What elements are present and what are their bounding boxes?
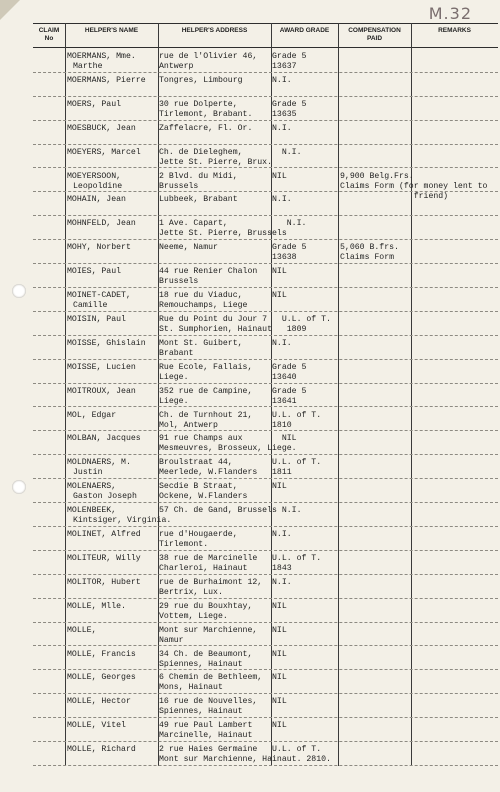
helper-address-line2: Spiennes, Hainaut [159, 707, 243, 717]
helper-name-cell [67, 602, 126, 622]
helper-address-line1: 34 Ch. de Beaumont, [159, 649, 253, 659]
helper-address-line2: Mol, Antwerp [159, 420, 218, 430]
punch-hole [12, 480, 26, 494]
helper-address-line1: 16 rue de Nouvelles, [159, 697, 258, 707]
award-grade-cell [272, 721, 287, 731]
helper-name-line2 [67, 397, 73, 406]
helper-name-line2: Justin [73, 468, 103, 478]
helper-name-line2: Leopoldine [73, 181, 123, 191]
table-row [33, 336, 498, 360]
corner-note: M.32 [428, 4, 472, 23]
award-grade: Grade 5 [272, 52, 307, 61]
table-row [33, 718, 498, 742]
award-grade-cell [272, 745, 321, 755]
helper-name: MOLLE, Vitel [67, 721, 126, 731]
helper-name-line2 [67, 707, 73, 716]
helper-address-line2: Brabant [159, 348, 194, 358]
helper-name-cell [67, 482, 137, 502]
helper-address-line1: 18 rue du Viaduc, [159, 291, 243, 300]
helper-address-cell [159, 76, 243, 86]
table-row [33, 742, 498, 766]
table-top-rule [33, 23, 498, 24]
table-row [33, 503, 498, 527]
award-number: 13638 [272, 253, 297, 263]
helper-name: MOLENAERS, [67, 482, 117, 492]
award-grade-cell [272, 434, 297, 444]
award-grade: NIL [272, 601, 287, 611]
helper-name-line2 [67, 349, 73, 358]
helper-name-line2 [67, 325, 73, 334]
helper-name: MOEYERSOON, [67, 171, 122, 181]
award-grade-cell [272, 100, 306, 120]
award-grade-cell [272, 243, 306, 263]
helper-name-line2 [67, 612, 73, 621]
helper-address-cell [159, 52, 257, 72]
helper-address-cell [159, 578, 262, 598]
helper-address-cell [159, 411, 252, 431]
helper-name-cell [67, 554, 141, 574]
helper-name-cell [67, 650, 136, 670]
helper-address-cell [159, 172, 238, 192]
helper-address-line1: Zaffelacre, Fl. Or. [159, 123, 253, 133]
helper-name-cell [67, 721, 126, 741]
helper-address-cell [159, 458, 257, 478]
helper-name-cell [67, 243, 131, 263]
helper-address-line1: 6 Chemin de Bethleem, [159, 673, 263, 683]
helper-name: MOLITEUR, Willy [67, 553, 141, 563]
helper-address-cell [159, 482, 247, 502]
award-grade-cell [272, 626, 287, 636]
helper-address-line2: Liege. [159, 396, 189, 406]
header-helper-address: HELPER'S ADDRESS [181, 27, 248, 34]
helper-address-line2: St. Sumphorien, Hainaut [159, 324, 273, 334]
helper-name-cell [67, 76, 146, 96]
helper-name: MOHNFELD, Jean [67, 219, 136, 229]
helper-name: MOIES, Paul [67, 267, 122, 277]
table-row [33, 384, 498, 408]
helper-address-cell [159, 148, 272, 168]
helper-name: MOESBUCK, Jean [67, 123, 136, 133]
award-grade-cell [272, 363, 306, 383]
helper-address-cell [159, 363, 252, 383]
helper-address-line1: 352 rue de Campine, [159, 386, 253, 396]
helper-address-line1: Mont St. Guibert, [159, 338, 243, 348]
award-grade-cell [272, 148, 301, 158]
helper-address-line2: Tirlemont, Brabant. [159, 109, 253, 119]
helper-address-line1: rue de l'Olivier 46, [159, 52, 258, 61]
helper-name-cell [67, 578, 141, 598]
award-grade: NIL [272, 625, 287, 635]
helper-name: MOLLE, Richard [67, 745, 136, 755]
helper-name-cell [67, 124, 136, 144]
helper-name: MOITROUX, Jean [67, 386, 136, 396]
helper-name: MOHAIN, Jean [67, 195, 126, 205]
helper-name: MOISSE, Lucien [67, 362, 136, 372]
award-grade: NIL [272, 697, 287, 707]
helper-name-cell [67, 219, 136, 239]
helper-name: MOL, Edgar [67, 410, 117, 420]
helper-address-line1: Ch. de Turnhout 21, [159, 410, 253, 420]
helper-address-line1: 2 Blvd. du Midi, [159, 171, 238, 181]
helper-address-cell [159, 650, 252, 670]
helper-name: MOLINET, Alfred [67, 530, 141, 539]
helper-name-cell [67, 387, 136, 407]
helper-name: MOLDNAERS, M. [67, 458, 131, 468]
compensation-cell [340, 243, 399, 263]
helper-address-line2: Ockene, W.Flanders [159, 492, 248, 502]
table-row [33, 121, 498, 145]
award-grade: N.I. [272, 195, 292, 205]
award-grade: NIL [272, 673, 287, 683]
helper-name-cell [67, 363, 136, 383]
award-grade-cell [272, 387, 306, 407]
helper-name-cell [67, 411, 116, 431]
helper-name: MOLLE, [67, 625, 97, 635]
helper-address-line1: 30 rue Dolperte, [159, 99, 238, 109]
helper-name: MOEYERS, Marcel [67, 147, 141, 157]
helper-name: MOERMANS, Mme. [67, 52, 136, 61]
helper-address-line1: Neeme, Namur [159, 243, 218, 253]
helper-address-line2: Remouchamps, Liege [159, 301, 248, 310]
table-row [33, 240, 498, 264]
header-helper-name: HELPER'S NAME [84, 27, 139, 34]
helper-address-cell [159, 339, 243, 359]
helper-name-cell [67, 697, 131, 717]
helper-address-cell [159, 530, 238, 550]
award-grade: NIL [272, 649, 287, 659]
award-number: 13640 [272, 372, 297, 382]
helper-address-line2: Jette St. Pierre, Brussels [159, 229, 287, 239]
helper-address-cell [159, 387, 252, 407]
compensation-paid: 9,900 Belg.Frs. Claims Form (for money lent to friend) [340, 171, 488, 201]
helper-address-cell [159, 697, 257, 717]
helper-address-line2: Brussels [159, 181, 199, 191]
award-number: 1843 [272, 563, 292, 573]
helper-name: MOLLE, Francis [67, 649, 136, 659]
helper-address-line2: Brussels [159, 277, 199, 287]
award-number: 13637 [272, 62, 297, 71]
helper-name-cell [67, 339, 146, 359]
helper-name: MOISIN, Paul [67, 314, 126, 324]
award-grade-cell [272, 650, 287, 660]
award-grade-cell [272, 315, 331, 335]
award-grade-cell [272, 76, 292, 86]
helper-address-line1: Mont sur Marchienne, [159, 625, 258, 635]
helper-address-cell [159, 291, 247, 311]
helper-name-cell [67, 267, 121, 287]
helper-name: MOHY, Norbert [67, 243, 131, 253]
award-grade-cell [272, 602, 287, 612]
table-row [33, 408, 498, 432]
helper-name-line2 [67, 731, 73, 740]
helper-name-line2 [67, 134, 73, 143]
helper-address-line2: Liege. [159, 372, 189, 382]
header-remarks: REMARKS [438, 27, 471, 34]
table-row [33, 312, 498, 336]
table-row [33, 455, 498, 479]
award-grade: U.L. of T. [272, 314, 331, 324]
award-grade: U.L. of T. [272, 410, 322, 420]
helper-address-line1: rue de Burhaimont 12, [159, 577, 263, 587]
helper-name-line2 [67, 660, 73, 669]
award-grade: N.I. [272, 530, 292, 539]
helper-address-line1: 57 Ch. de Gand, Brussels N.I. [159, 506, 302, 516]
helper-address-line1: rue d'Hougaerde, [159, 530, 238, 539]
award-grade-cell [272, 124, 292, 134]
helper-address-line1: Lubbeek, Brabant [159, 195, 238, 205]
helper-name-line2: Marthe [73, 62, 103, 71]
award-grade: Grade 5 [272, 362, 307, 372]
award-grade-cell [272, 578, 292, 588]
award-grade-cell [272, 530, 292, 540]
award-grade-cell [272, 673, 287, 683]
helper-name-line2 [67, 253, 73, 262]
helper-name-line2 [67, 229, 73, 238]
award-grade-cell [272, 267, 287, 277]
helper-address-cell [159, 626, 257, 646]
helper-address-cell [159, 219, 287, 239]
award-grade-cell [272, 339, 292, 349]
helper-name: MOLENBEEK, [67, 506, 117, 516]
claims-table [33, 23, 498, 766]
table-row [33, 360, 498, 384]
award-grade-cell [272, 697, 287, 707]
helper-name-cell [67, 172, 122, 192]
award-grade: Grade 5 [272, 386, 307, 396]
helper-name-line2 [67, 444, 73, 453]
award-number: 13641 [272, 396, 297, 406]
table-row [33, 97, 498, 121]
award-grade-cell [272, 52, 306, 72]
helper-address-cell [159, 554, 257, 574]
helper-name-line2 [67, 683, 73, 692]
helper-address-line2: Mont sur Marchienne, Hainaut. 2810. [159, 755, 331, 765]
helper-name-line2: Gaston Joseph [73, 492, 137, 502]
helper-name-line2 [67, 86, 73, 95]
helper-address-line2: Marcinelle, Hainaut [159, 731, 253, 741]
helper-name-line2 [67, 636, 73, 645]
award-grade: NIL [272, 482, 287, 492]
helper-address-cell [159, 506, 302, 516]
helper-name-line2 [67, 755, 73, 764]
helper-name-line2 [67, 110, 73, 119]
helper-name-cell [67, 315, 126, 335]
award-grade: N.I. [272, 338, 292, 348]
helper-name: MOISSE, Ghislain [67, 338, 146, 348]
helper-name-line2: Camille [73, 301, 108, 310]
award-number: 13635 [272, 109, 297, 119]
table-row [33, 264, 498, 288]
helper-address-line2: Vottem, Liege. [159, 611, 228, 621]
helper-name: MOERMANS, Pierre [67, 75, 146, 85]
award-grade: NIL [272, 291, 287, 300]
helper-address-line2: Jette St. Pierre, Brux. [159, 157, 273, 167]
helper-address-cell [159, 100, 252, 120]
header-compensation-paid: COMPENSATION PAID [348, 27, 401, 42]
award-grade: NIL [272, 267, 287, 277]
compensation-paid: 5,060 B.frs. Claims Form [340, 243, 399, 263]
helper-address-line2: Antwerp [159, 62, 194, 71]
table-row [33, 145, 498, 169]
helper-name-line2 [67, 373, 73, 382]
table-row [33, 575, 498, 599]
table-row [33, 623, 498, 647]
table-row [33, 479, 498, 503]
helper-address-cell [159, 267, 257, 287]
helper-name: MOLLE, Mlle. [67, 601, 126, 611]
award-number: 1809 [272, 324, 307, 334]
award-grade: U.L. of T. [272, 553, 322, 563]
table-row [33, 431, 498, 455]
award-grade: NIL [272, 171, 287, 181]
helper-address-cell [159, 124, 252, 134]
table-row [33, 670, 498, 694]
helper-address-line1: 2 rue Haies Germaine [159, 745, 258, 755]
helper-address-cell [159, 673, 262, 693]
award-grade-cell [272, 219, 306, 229]
helper-address-line2: Spiennes, Hainaut [159, 659, 243, 669]
award-number: 1811 [272, 468, 292, 478]
helper-name-line2: Kintsiger, Virginia. [73, 516, 172, 526]
helper-name-cell [67, 195, 126, 215]
helper-name-cell [67, 52, 136, 72]
table-row [33, 288, 498, 312]
table-row [33, 647, 498, 671]
table-row [33, 192, 498, 216]
helper-name-line2 [67, 158, 73, 167]
helper-name-cell [67, 506, 171, 526]
helper-name: MOINET-CADET, [67, 291, 131, 300]
award-grade: N.I. [272, 577, 292, 587]
helper-address-line1: Ch. de Dieleghem, [159, 147, 243, 157]
table-row [33, 551, 498, 575]
helper-name-cell [67, 148, 141, 168]
award-grade-cell [272, 458, 321, 478]
helper-name-cell [67, 626, 96, 646]
helper-address-line1: 1 Ave. Capart, [159, 219, 228, 229]
award-grade-cell [272, 411, 321, 431]
table-row [33, 73, 498, 97]
helper-address-cell [159, 315, 272, 335]
award-grade: N.I. [272, 123, 292, 133]
folded-corner [0, 0, 20, 20]
helper-name-cell [67, 291, 131, 311]
helper-name-line2 [67, 277, 73, 286]
award-grade-cell [272, 172, 287, 182]
table-row [33, 599, 498, 623]
helper-name-cell [67, 100, 121, 120]
helper-address-line2: Mesmeuvres, Brosseux, Liege. [159, 444, 297, 454]
helper-address-line1: Broulstraat 44, [159, 458, 233, 468]
table-row [33, 527, 498, 551]
helper-address-cell [159, 721, 252, 741]
award-grade: U.L. of T. [272, 458, 322, 468]
helper-address-line1: Rue du Point du Jour 7 [159, 314, 268, 324]
award-grade-cell [272, 482, 287, 492]
helper-address-line1: 29 rue du Bouxhtay, [159, 601, 253, 611]
award-grade: NIL [272, 434, 297, 444]
header-claim: CLAIM No [38, 27, 60, 42]
punch-hole [12, 284, 26, 298]
helper-address-cell [159, 243, 218, 253]
helper-name-line2 [67, 205, 73, 214]
award-grade: Grade 5 [272, 99, 307, 109]
helper-address-cell [159, 602, 252, 622]
table-row [33, 694, 498, 718]
helper-name-cell [67, 434, 141, 454]
award-grade: NIL [272, 721, 287, 731]
table-row [33, 216, 498, 240]
helper-address-line1: 49 rue Paul Lambert [159, 721, 253, 731]
helper-name-line2 [67, 540, 73, 549]
helper-name-line2 [67, 588, 73, 597]
award-grade: N.I. [272, 75, 292, 85]
helper-address-line1: 91 rue Champs aux [159, 434, 243, 444]
helper-address-cell [159, 195, 238, 205]
helper-name-cell [67, 745, 136, 765]
helper-address-line2: Tirlemont. [159, 540, 209, 549]
award-number: 1810 [272, 420, 292, 430]
award-grade: N.I. [272, 219, 307, 229]
helper-name: MOLITOR, Hubert [67, 577, 141, 587]
award-grade: U.L. of T. [272, 745, 322, 755]
helper-address-line1: 38 rue de Marcinelle [159, 553, 258, 563]
helper-name-cell [67, 458, 131, 478]
table-row [33, 49, 498, 73]
helper-name-cell [67, 530, 141, 550]
helper-address-line2: Mons, Hainaut [159, 683, 223, 693]
helper-address-line2: Namur [159, 635, 184, 645]
header-award-grade: AWARD GRADE [279, 27, 330, 34]
helper-name: MOLBAN, Jacques [67, 434, 141, 444]
helper-name-line2 [67, 421, 73, 430]
helper-name: MOERS, Paul [67, 99, 122, 109]
helper-address-line2: Bertrix, Lux. [159, 587, 223, 597]
helper-name: MOLLE, Hector [67, 697, 131, 707]
helper-address-line1: Tongres, Limbourg [159, 75, 243, 85]
helper-address-line2: Meerlede, W.Flanders [159, 468, 258, 478]
helper-name-line2 [67, 564, 73, 573]
helper-address-line1: 44 rue Renier Chalon [159, 267, 258, 277]
helper-address-line1: Secdie B Straat, [159, 482, 238, 492]
helper-address-line2: Charleroi, Hainaut [159, 563, 248, 573]
award-grade-cell [272, 291, 287, 301]
award-grade-cell [272, 554, 321, 574]
header-rule [33, 47, 498, 48]
award-grade: Grade 5 [272, 243, 307, 253]
helper-address-line1: Rue Ecole, Fallais, [159, 362, 253, 372]
award-grade-cell [272, 195, 292, 205]
helper-name-cell [67, 673, 136, 693]
helper-name: MOLLE, Georges [67, 673, 136, 683]
award-grade: N.I. [272, 147, 302, 157]
